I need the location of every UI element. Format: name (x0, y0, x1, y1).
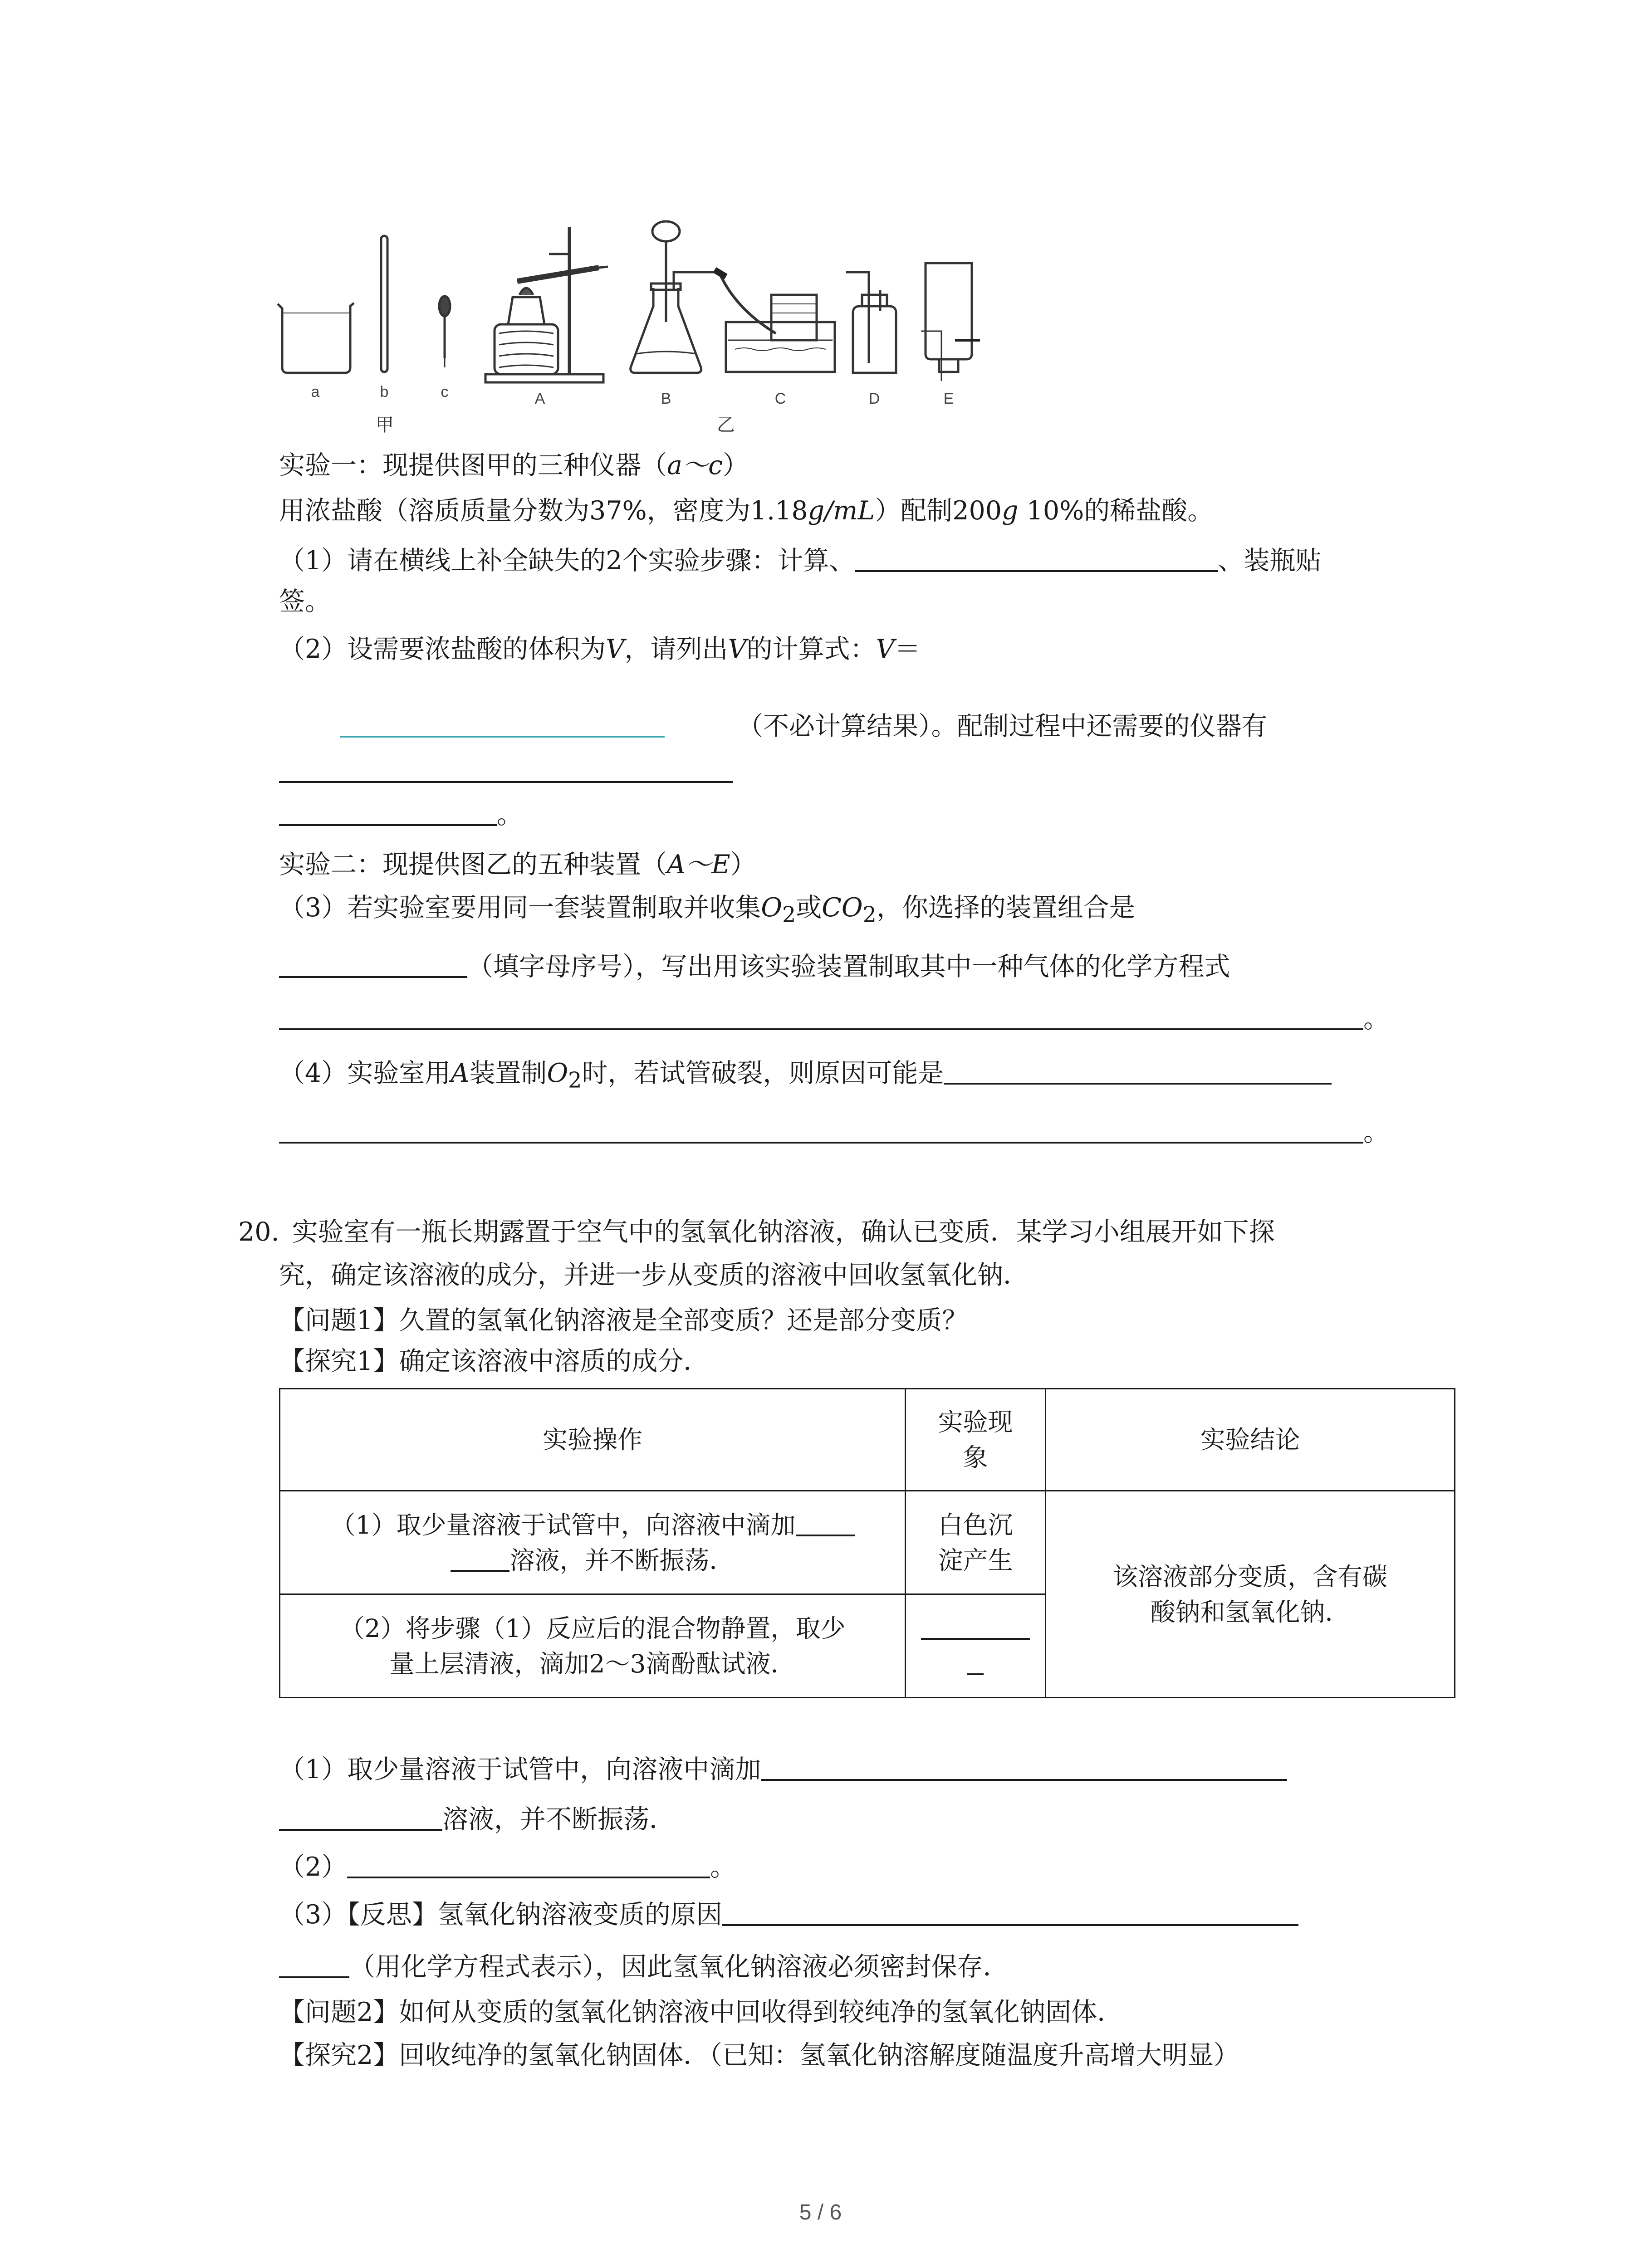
question-2-line-2: （不必计算结果）。配制过程中还需要的仪器有 (340, 710, 1268, 743)
row2-phenomenon (906, 1594, 1046, 1698)
row2-operation: （2）将步骤（1）反应后的混合物静置，取少 量上层清液，滴加2～3滴酚酞试液． (280, 1594, 906, 1698)
question-2-line-1: （2）设需要浓盐酸的体积为V，请列出V的计算式：V＝ (279, 634, 921, 664)
answer-1-line-1: （1）取少量溶液于试管中，向溶液中滴加 (279, 1753, 1287, 1786)
answer-blank-reagent-a[interactable] (761, 1755, 1287, 1781)
answer-1-line-2: 溶液，并不断振荡． (279, 1803, 675, 1836)
part-one-heading: 实验一：现提供图甲的三种仪器（a～c） (279, 450, 749, 480)
apparatus-c-water-trough (715, 270, 835, 372)
answer-blank-q1[interactable] (855, 547, 1218, 572)
header-operation: 实验操作 (280, 1389, 906, 1491)
question-3-line-1: （3）若实验室要用同一套装置制取并收集$O_2$或$CO_2$，你选择的装置组合是 (279, 893, 1135, 928)
conclusion-cell: 该溶液部分变质，含有碳 酸钠和氢氧化钠． (1046, 1491, 1455, 1698)
row1-phenomenon: 白色沉 淀产生 (906, 1491, 1046, 1594)
instrument-c-dropper (439, 296, 450, 367)
question-4-line-2: 。 (279, 1116, 1389, 1149)
answer-blank-q4-b[interactable] (279, 1118, 1363, 1144)
label-C: C (774, 390, 786, 407)
answer-blank-reflection-a[interactable] (722, 1901, 1298, 1926)
experiment-table (279, 1388, 1455, 1698)
label-A: A (534, 390, 545, 407)
answer-blank-q3-equation[interactable] (279, 1005, 1363, 1030)
label-E: E (943, 390, 954, 407)
problem-1: 【问题1】久置的氢氧化钠溶液是全部变质？还是部分变质？ (279, 1305, 968, 1335)
question-3-line-2: （填字母序号），写出用该实验装置制取其中一种气体的化学方程式 (279, 950, 1230, 983)
label-D: D (868, 390, 880, 407)
page-number: 5 / 6 (799, 2200, 842, 2224)
instrument-b-glass-rod (381, 236, 387, 372)
label-B: B (661, 390, 671, 407)
row1-operation: （1）取少量溶液于试管中，向溶液中滴加 溶液，并不断振荡． (280, 1491, 906, 1594)
apparatus-d-gas-bottle (846, 272, 896, 373)
answer-blank-q3-devices[interactable] (279, 953, 467, 978)
answer-blank-reflection-b[interactable] (279, 1953, 349, 1978)
answer-blank-phenomenon[interactable] (347, 1853, 710, 1878)
apparatus-figure (272, 218, 998, 454)
table-blank-reagent-b[interactable] (451, 1550, 509, 1572)
group-yi-label: 乙 (717, 415, 735, 435)
answer-3-line-1: （3）【反思】氢氧化钠溶液变质的原因 (279, 1898, 1298, 1931)
question-2-line-3 (279, 755, 733, 788)
apparatus-e-inverted-bottle (921, 263, 980, 381)
table-blank-reagent-a[interactable] (796, 1515, 855, 1536)
apparatus-b-flask (631, 221, 715, 373)
table-blank-phenomenon-tail[interactable] (967, 1653, 984, 1675)
question-20-intro-line-1: 20. 实验室有一瓶长期露置于空气中的氢氧化钠溶液，确认已变质．某学习小组展开如下探 (238, 1217, 1275, 1247)
answer-blank-q4-a[interactable] (944, 1059, 1332, 1085)
question-1-line-2: 签。 (279, 587, 331, 616)
answer-blank-q2-instruments-b[interactable] (279, 801, 497, 826)
problem-2: 【问题2】如何从变质的氢氧化钠溶液中回收得到较纯净的氢氧化钠固体． (279, 1997, 1123, 2027)
label-c: c (441, 383, 449, 401)
question-1-line-1: （1）请在横线上补全缺失的2个实验步骤：计算、 、装瓶贴 (279, 546, 1322, 576)
answer-blank-q2-formula[interactable] (340, 712, 665, 738)
question-20-intro-line-2: 究，确定该溶液的成分，并进一步从变质的溶液中回收氢氧化钠． (279, 1260, 1029, 1290)
explore-1: 【探究1】确定该溶液中溶质的成分． (279, 1346, 710, 1376)
label-a: a (311, 383, 320, 401)
answer-blank-q2-instruments-a[interactable] (279, 758, 733, 783)
question-4-line-1: （4）实验室用A装置制$O_2$时，若试管破裂，则原因可能是 (279, 1057, 1332, 1097)
header-conclusion: 实验结论 (1046, 1389, 1455, 1491)
part-one-setup: 用浓盐酸（溶质质量分数为37%，密度为1.18g/mL）配制200g 10%的稀盐酸。 (279, 496, 1214, 526)
header-phenomenon: 实验现 象 (906, 1389, 1046, 1491)
explore-2: 【探究2】回收纯净的氢氧化钠固体．（已知：氢氧化钠溶解度随温度升高增大明显） (279, 2040, 1239, 2070)
question-2-line-4: 。 (279, 798, 523, 831)
apparatus-a-heating (485, 227, 608, 382)
part-two-heading: 实验二：现提供图乙的五种装置（A～E） (279, 850, 756, 880)
question-3-line-3: 。 (279, 1002, 1389, 1035)
answer-blank-reagent-b[interactable] (279, 1805, 442, 1831)
answer-3-line-2: （用化学方程式表示），因此氢氧化钠溶液必须密封保存． (279, 1950, 1009, 1983)
group-jia-label: 甲 (376, 415, 394, 435)
label-b: b (380, 383, 389, 401)
question-number: 20. (238, 1217, 279, 1247)
table-blank-phenomenon[interactable] (921, 1618, 1030, 1640)
answer-2: （2） 。 (279, 1852, 736, 1882)
instrument-a-beaker (278, 303, 354, 373)
